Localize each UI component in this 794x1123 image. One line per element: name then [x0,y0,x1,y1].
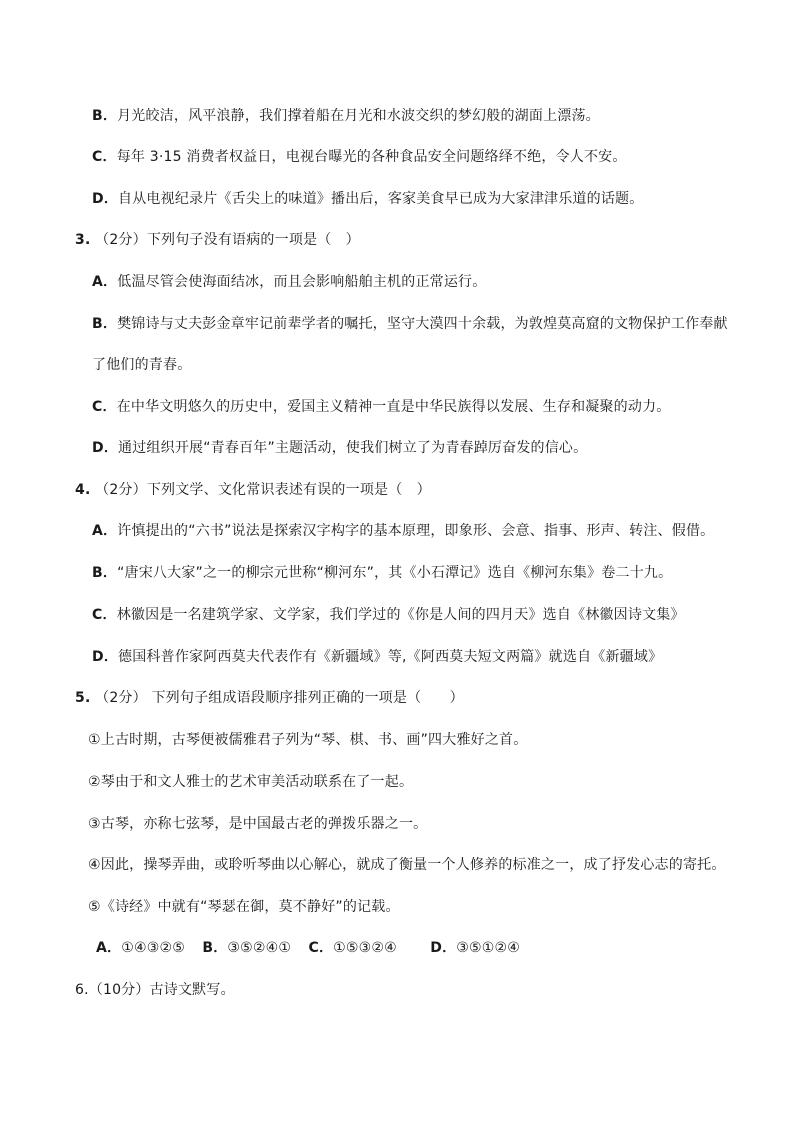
q4-stem [75,480,431,500]
q3-option-b-continuation [92,355,191,375]
option-text: 通过组织开展“青春百年”主题活动，使我们树立了为青春踔厉奋发的信心。 [118,440,588,456]
q4-option-a [92,521,714,541]
option-text: 在中华文明悠久的历史中，爱国主义精神一直是中华民族得以发展、生存和凝聚的动力。 [116,399,671,415]
choice-text: ①⑤③②④ [333,940,397,956]
choice-label: B． [202,940,228,956]
q3-option-c [92,397,671,417]
choice-text: ③⑤①②④ [456,940,521,956]
option-label: C． [92,607,117,623]
option-text: 低温尽管会使海面结冰，而且会影响船舶主机的正常运行。 [117,274,487,290]
option-label: B． [92,565,118,581]
option-label: B． [92,316,118,332]
option-text-continued: 了他们的青春。 [92,357,192,373]
q2-option-c [92,147,627,167]
q3-option-d [92,438,587,458]
option-label: C． [92,149,117,165]
question-text: （2分）下列句子没有语病的一项是（ ） [95,232,360,248]
q4-option-b [92,563,672,583]
option-text: 自从电视纪录片《舌尖上的味道》播出后，客家美食早已成为大家津津乐道的话题。 [118,191,644,207]
option-label: D． [92,440,119,456]
q5-sentence-5: ⑤《诗经》中就有“琴瑟在御，莫不静好”的记载。 [88,899,400,915]
q5-sentence-1: ①上古时期，古琴便被儒雅君子列为“琴、棋、书、画”四大雅好之首。 [88,732,528,748]
option-label: D． [92,649,119,665]
q3-stem [75,230,360,250]
option-label: A． [92,523,118,539]
q5-choices [96,938,520,958]
option-label: D． [92,191,119,207]
choice-label: A． [96,940,122,956]
question-number: 4. [75,482,91,498]
q6-stem: 6.（10分）古诗文默写。 [75,982,235,998]
q5-stem [75,688,464,708]
option-text: “唐宋八大家”之一的柳宗元世称“柳河东”，其《小石潭记》选自《柳河东集》卷二十九。 [117,565,673,581]
q4-option-c [92,605,685,625]
option-label: C． [92,399,117,415]
q5-sentence-4: ④因此，操琴弄曲，或聆听琴曲以心解心，就成了衡量一个人修养的标准之一，成了抒发心志的寄托。 [88,857,726,873]
option-text: 德国科普作家阿西莫夫代表作有《新疆域》等,《阿西莫夫短文两篇》就选自《新疆域》 [118,649,663,665]
q4-option-d [92,647,662,667]
option-text: 每年 3·15 消费者权益日，电视台曝光的各种食品安全问题络绎不绝，令人不安。 [116,149,627,165]
choice-label: D． [430,940,457,956]
q5-sentence-3: ③古琴，亦称七弦琴，是中国最古老的弹拨乐器之一。 [88,816,428,832]
choice-text: ③⑤②④① [227,940,292,956]
q2-option-b [92,106,600,126]
question-text: （2分） 下列句子组成语段顺序排列正确的一项是（ ） [95,690,464,706]
option-text: 许慎提出的“六书”说法是探索汉字构字的基本原理，即象形、会意、指事、形声、转注、假借。 [117,523,715,539]
question-number: 3. [75,232,91,248]
option-text: 月光皎洁，风平浪静，我们撑着船在月光和水波交织的梦幻般的湖面上漂荡。 [117,108,600,124]
question-text: （2分）下列文学、文化常识表述有误的一项是（ ） [95,482,431,498]
q3-option-a [92,272,486,292]
option-label: B． [92,108,118,124]
option-label: A． [92,274,118,290]
q2-option-d [92,189,643,209]
option-text: 樊锦诗与丈夫彭金章牢记前辈学者的嘱托，坚守大漠四十余载，为敦煌莫高窟的文物保护工作奉献 [117,316,728,332]
choice-text: ①④③②⑤ [121,940,186,956]
choice-label: C． [308,940,334,956]
option-text: 林徽因是一名建筑学家、文学家，我们学过的《你是人间的四月天》选自《林徽因诗文集》 [116,607,685,623]
question-number: 5. [75,690,91,706]
q3-option-b [92,314,728,334]
q5-sentence-2: ②琴由于和文人雅士的艺术审美活动联系在了一起。 [88,774,414,790]
